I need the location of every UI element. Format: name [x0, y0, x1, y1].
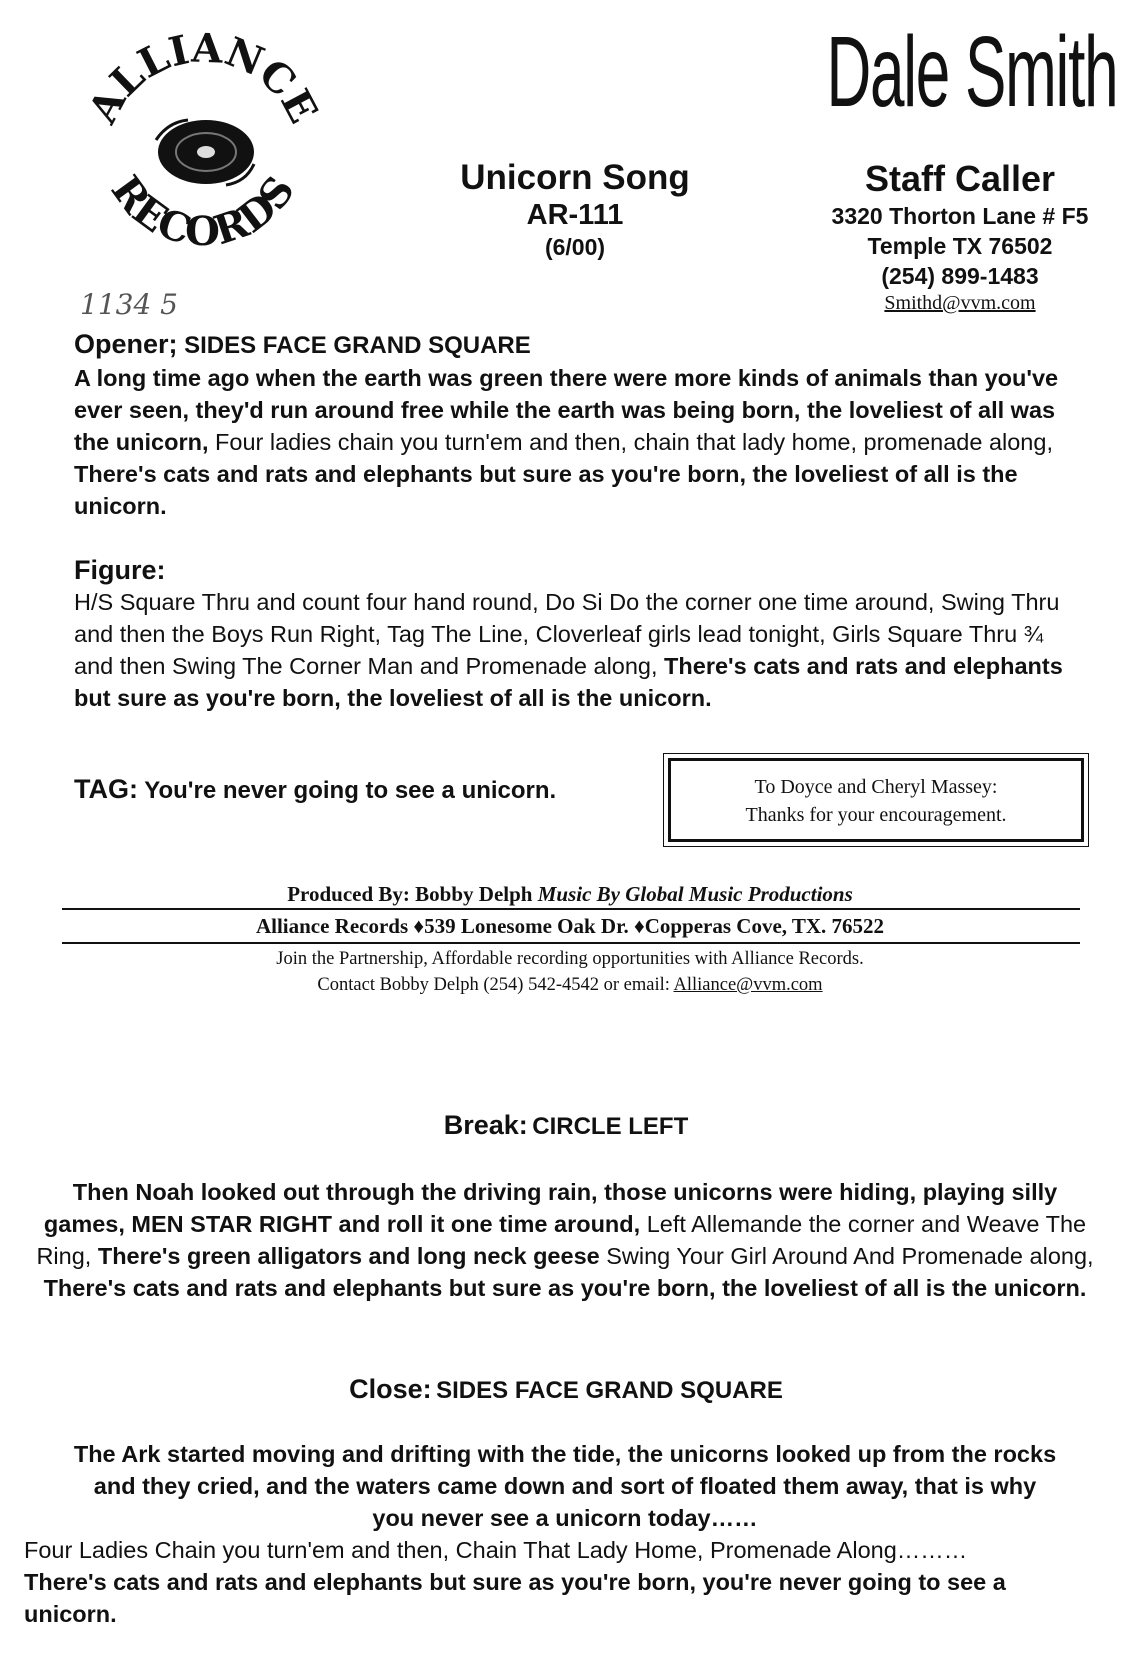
- music-by: Music By Global Music Productions: [537, 882, 853, 906]
- dedication-line-1: To Doyce and Cheryl Massey:: [754, 776, 998, 798]
- caller-role: Staff Caller: [864, 158, 1056, 199]
- divider-top: [62, 908, 1080, 910]
- close-lyrics-2: Four Ladies Chain you turn'em and then, Chain That Lady Home, Promenade Along………There's cats and rats and elephants but sure as you're born, you're never going to see a unicorn.: [24, 1537, 1006, 1627]
- diamond-icon: ♦: [633, 914, 645, 938]
- label-name: Alliance Records: [255, 914, 409, 938]
- caller-address-1: 3320 Thorton Lane # F5: [831, 203, 1089, 229]
- song-header: [430, 158, 720, 262]
- opener-lyrics-2: There's cats and rats and elephants but sure as you're born, the loveliest of all is the unicorn.: [74, 461, 1018, 519]
- producer-name: Bobby Delph: [415, 882, 533, 906]
- partnership-info: [60, 946, 1080, 998]
- opener-formation: SIDES FACE GRAND SQUARE: [184, 332, 531, 359]
- break-label: Break:: [443, 1110, 528, 1140]
- figure-section: [74, 554, 1084, 714]
- contact-line: Contact Bobby Delph (254) 542-4542 or email:: [317, 975, 670, 995]
- close-heading: [0, 1374, 1132, 1405]
- label-city: Copperas Cove, TX. 76522: [644, 914, 885, 938]
- close-lyrics-1: The Ark started moving and drifting with the tide, the unicorns looked up from the rocks and they cried, and the waters came down and sort of floated them away, that is why you never see a unicorn today……: [73, 1441, 1057, 1531]
- break-heading: [0, 1110, 1132, 1141]
- caller-info: [790, 157, 1130, 315]
- handwritten-note: 1134 5: [80, 288, 178, 321]
- divider-bottom: [62, 942, 1080, 944]
- opener-section: [74, 328, 1084, 522]
- join-line: Join the Partnership, Affordable recording opportunities with Alliance Records.: [276, 949, 864, 969]
- label-address-line: [60, 914, 1080, 939]
- song-title: Unicorn Song: [460, 158, 690, 197]
- figure-lyrics: There's cats and rats and elephants but sure as you're born, the loveliest of all is the unicorn.: [74, 653, 1063, 711]
- break-lyrics: Then Noah looked out through the driving rain, those unicorns were hiding, playing silly games, MEN STAR RIGHT and roll it one time around, Left Allemande the corner and Weave The Ring, There's green alligators and long neck geese Swing Your Girl Around And Promenade along, There's cats and rats and elephants but sure as you're born, the loveliest of all is the unicorn.: [36, 1179, 1094, 1301]
- svg-text:ALLIANCE: ALLIANCE: [79, 24, 327, 131]
- caller-email[interactable]: Smithd@vvm.com: [884, 292, 1036, 314]
- caller-phone: (254) 899-1483: [881, 263, 1039, 289]
- opener-lyrics-1: A long time ago when the earth was green there were more kinds of animals than you've ever seen, they'd run around free while the earth was being born, the loveliest of all was the unicorn,: [74, 365, 1059, 455]
- opener-calls: Four ladies chain you turn'em and then, chain that lady home, promenade along,: [208, 429, 1053, 455]
- figure-calls: H/S Square Thru and count four hand round, Do Si Do the corner one time around, Swing Thru and then the Boys Run Right, Tag The Line, Cloverleaf girls lead tonight, Girls Square Thru ¾ and then Swing The Corner Man and Promenade along,: [74, 589, 1060, 679]
- caller-address-2: Temple TX 76502: [867, 233, 1053, 259]
- label-street: 539 Lonesome Oak Dr.: [424, 914, 629, 938]
- record-disc-icon: [156, 120, 254, 185]
- dedication-line-2: Thanks for your encouragement.: [745, 804, 1007, 826]
- song-code: AR-111: [526, 199, 624, 231]
- produced-label: Produced By:: [287, 882, 410, 906]
- song-date: (6/00): [544, 234, 606, 260]
- caller-name: Dale Smith: [826, 16, 1118, 128]
- close-label: Close:: [349, 1374, 432, 1404]
- contact-email[interactable]: Alliance@vvm.com: [673, 975, 823, 995]
- diamond-icon: ♦: [413, 914, 425, 938]
- opener-label: Opener;: [74, 329, 178, 359]
- tag-section: [74, 774, 556, 805]
- tag-text: You're never going to see a unicorn.: [144, 777, 557, 804]
- tag-label: TAG:: [74, 774, 138, 804]
- close-formation: SIDES FACE GRAND SQUARE: [436, 1377, 783, 1404]
- dedication-box: [668, 758, 1084, 842]
- svg-text:RECORDS: RECORDS: [101, 167, 305, 256]
- producer-line: [60, 882, 1080, 907]
- figure-label: Figure:: [74, 555, 166, 585]
- alliance-records-logo: [78, 22, 328, 272]
- break-formation: CIRCLE LEFT: [532, 1113, 689, 1140]
